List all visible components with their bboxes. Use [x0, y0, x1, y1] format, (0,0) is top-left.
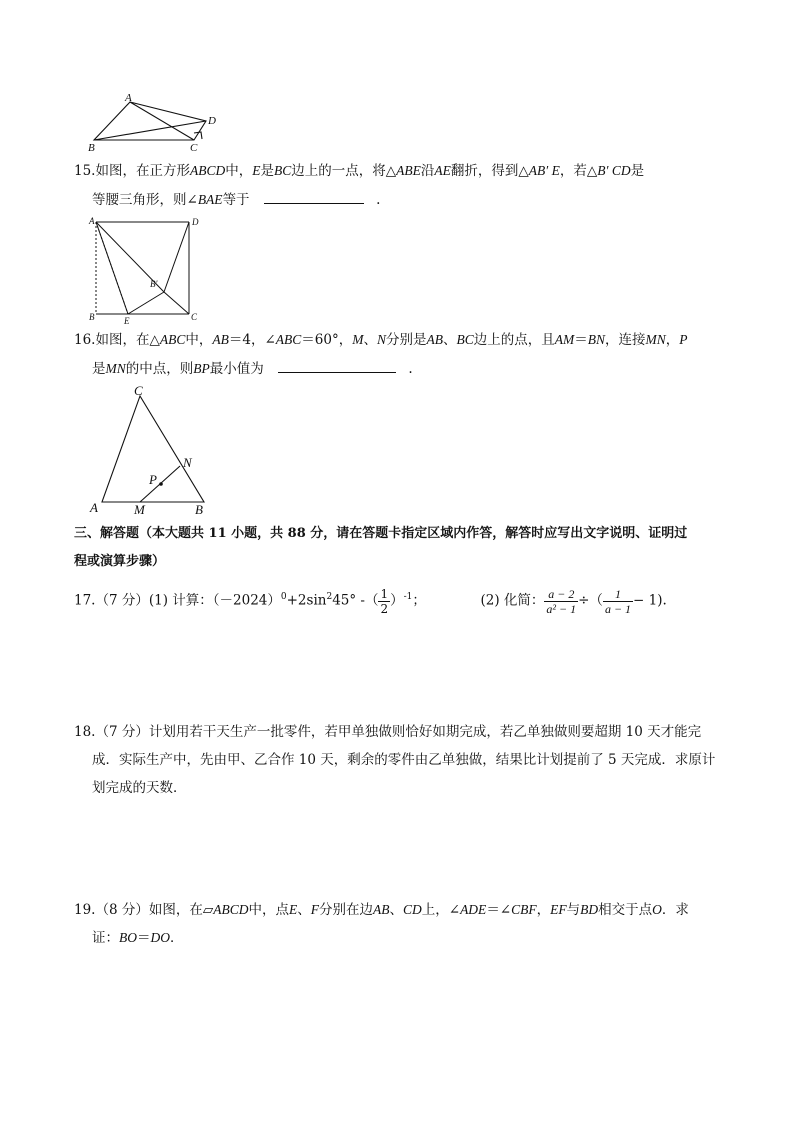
fig15-segment-ae	[96, 222, 128, 314]
q15-line2: 等腰三角形，则∠BAE等于 .	[92, 189, 380, 210]
fig15-label-a: A	[89, 216, 95, 226]
fig16-label-m: M	[134, 502, 145, 517]
q17-line: 17.（7 分）(1) 计算：$(-2024)^0+2\sin^245^\circ$ -（ $\frac{1}{2}$ ）$^{-1}$； (2) 化简： $\frac{a - 2}{\text{a² − 1}}$ ÷（ $\frac{1}{a - 1}$ − 1).	[74, 586, 667, 616]
fig16-label-n: N	[183, 455, 192, 470]
fig14-quadrilateral	[94, 102, 206, 140]
q17-fraction-1: $\frac{a - 2}{\text{a² − 1}}$	[546, 586, 577, 616]
q19-line2: 证：BO＝DO．	[92, 930, 184, 946]
q18-line1: 18.（7 分）计划用若干天生产一批零件，若甲单独做则恰好如期完成，若乙单独做则要超期 10 天才能完	[74, 724, 702, 740]
q16-line2: 是MN的中点，则BP最小值为 .	[92, 358, 413, 379]
q16-number: 16.	[74, 332, 96, 348]
q17-fraction-2: $\frac{1}{a - 1}$	[604, 586, 632, 616]
figure-q15	[84, 214, 204, 326]
q17-number: 17.	[74, 592, 96, 609]
q15-line1: 15.如图，在正方形ABCD中，E是BC边上的一点，将△ABE沿AE翻折，得到△AB′ E，若△B′ CD是	[74, 163, 645, 179]
fig16-point-p	[159, 482, 163, 486]
q15-number: 15.	[74, 163, 96, 179]
fig16-label-b: B	[195, 502, 203, 517]
fig15-label-d: D	[192, 217, 199, 227]
fig14-label-b: B	[88, 142, 95, 154]
fig14-label-d: D	[208, 115, 216, 127]
fig15-label-b-prime: B′	[150, 279, 158, 289]
fig15-label-e: E	[124, 316, 130, 326]
q18-line2: 成．实际生产中，先由甲、乙合作 10 天，剩余的零件由乙单独做，结果比计划提前了 5 天完成．求原计	[92, 752, 716, 768]
section3-heading-line2: 程或演算步骤）	[74, 554, 166, 569]
section3-heading-line1: 三、解答题（本大题共 11 小题，共 88 分，请在答题卡指定区域内作答，解答时应写出文字说明、证明过	[74, 526, 688, 541]
q15-answer-blank[interactable]	[264, 189, 364, 204]
fig14-label-c: C	[190, 142, 198, 154]
fig15-label-b: B	[89, 312, 95, 322]
q16-answer-blank[interactable]	[278, 358, 396, 373]
q17-fraction-half: $\frac{1}{2}$	[380, 586, 389, 616]
fig15-label-c: C	[191, 312, 198, 322]
fig14-diagonal-ac	[130, 102, 194, 140]
q16-line1: 16.如图，在△ABC中，AB＝4，∠ABC＝60°，M、N分别是AB、BC边上的点，且AM＝BN，连接MN，P	[74, 332, 688, 348]
fig14-label-a: A	[125, 92, 132, 104]
fig16-label-a: A	[90, 500, 98, 515]
q19-line1: 19.（8 分）如图，在▱ABCD中，点E、F分别在边AB、CD上，∠ADE＝∠CBF，EF与BD相交于点O．求	[74, 902, 689, 918]
fig16-label-c: C	[134, 383, 143, 398]
q18-line3: 划完成的天数．	[92, 780, 187, 796]
fig16-label-p: P	[149, 472, 157, 487]
fig15-segment-eb-prime	[128, 292, 164, 314]
fig15-segment-cb-prime	[164, 292, 189, 314]
figure-q16	[84, 380, 224, 520]
fig15-segment-db-prime	[164, 222, 189, 292]
figure-q14	[84, 92, 224, 154]
